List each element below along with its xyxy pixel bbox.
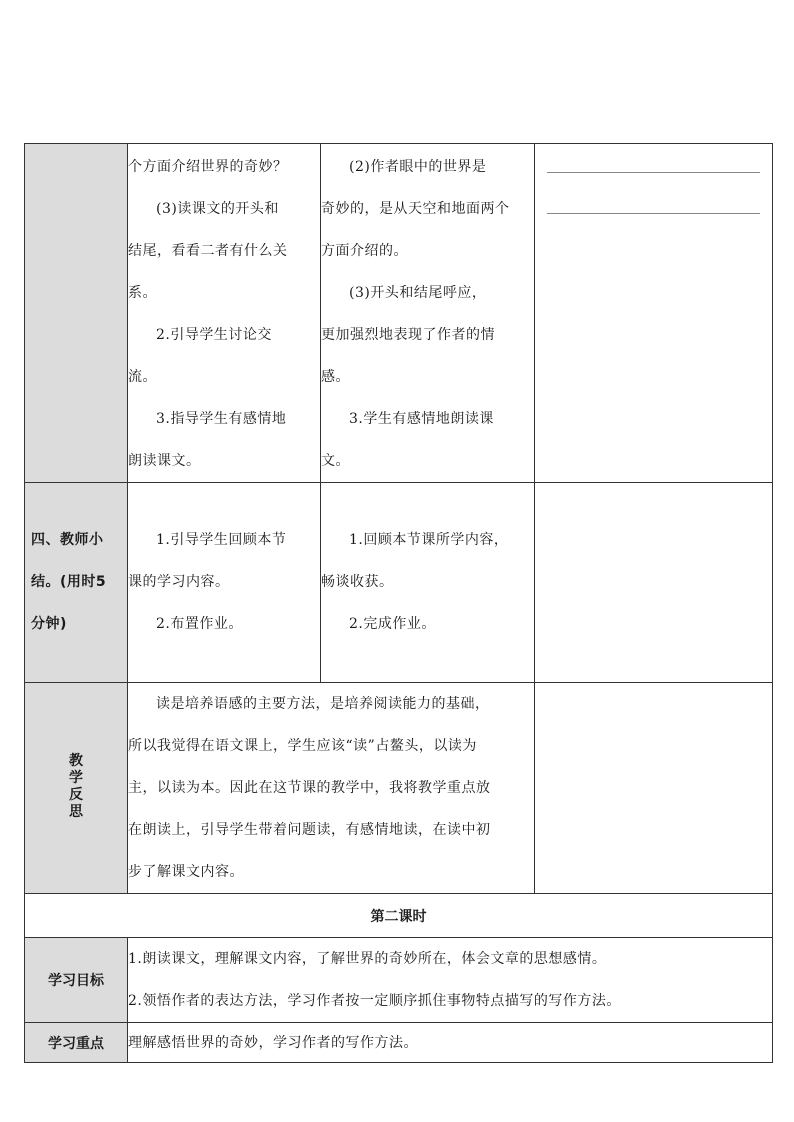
text-line: 朗读课文。 [128,453,201,469]
goals-content-cell [128,938,773,1023]
row-teaching-reflection [25,683,773,894]
text-line: 读是培养语感的主要方法，是培养阅读能力的基础， [156,696,490,712]
row3-notes-cell [535,683,773,894]
section-label-line: 分钟) [31,616,67,632]
reflection-label-char: 教 [69,753,83,769]
row2-notes-cell [535,483,773,683]
text-line: 3.指导学生有感情地 [156,411,287,427]
text-line: 主，以读为本。因此在这节课的教学中，我将教学重点放 [128,780,491,796]
text-line: 文。 [321,453,350,469]
text-line: 奇妙的，是从天空和地面两个 [321,201,510,217]
row2-label-cell [25,483,128,683]
text-line: 在朗读上，引导学生带着问题读，有感情地读，在读中初 [128,822,491,838]
row1-label-cell [25,144,128,483]
text-line: 3.学生有感情地朗读课 [349,411,494,427]
text-line: 感。 [321,369,350,385]
text-line: 个方面介绍世界的奇妙？ [128,159,288,175]
row2-student-cell [321,483,535,683]
row1-notes-cell [535,144,773,483]
text-line: 畅谈收获。 [321,574,394,590]
row3-label-cell [25,683,128,894]
text-line: 2.引导学生讨论交 [156,327,272,343]
row-teacher-summary [25,483,773,683]
row-continued-activities [25,144,773,483]
goals-label: 学习目标 [48,973,104,989]
row-learning-focus [25,1023,773,1063]
text-line: 2.领悟作者的表达方法，学习作者按一定顺序抓住事物特点描写的写作方法。 [128,993,621,1009]
row-learning-goals [25,938,773,1023]
text-line: 所以我觉得在语文课上，学生应该“读”占鳌头，以读为 [128,738,477,754]
lesson-plan-table [24,143,773,1063]
reflection-label-char: 反 [69,787,83,803]
text-line: 流。 [128,369,157,385]
text-line: 方面介绍的。 [321,243,408,259]
section-title: 第二课时 [370,908,427,925]
section-label-line: 四、教师小 [31,532,104,548]
text-line: 课的学习内容。 [128,574,230,590]
row1-teacher-cell [128,144,321,483]
text-line: 2.布置作业。 [156,616,243,632]
text-line: (3)开头和结尾呼应， [349,285,487,301]
second-lesson-title-cell [25,894,773,938]
row2-teacher-cell [128,483,321,683]
reflection-label-char: 学 [69,770,83,786]
blank-line [547,213,760,214]
focus-content-cell [128,1023,773,1063]
text-line: (3)读课文的开头和 [156,201,279,217]
row-second-lesson-title [25,894,773,938]
row1-student-cell [321,144,535,483]
reflection-label-char: 思 [69,804,83,820]
text-line: 结尾，看看二者有什么关 [128,243,288,259]
text-line: 步了解课文内容。 [128,864,244,880]
text-line: 理解感悟世界的奇妙，学习作者的写作方法。 [128,1034,418,1051]
focus-label: 学习重点 [48,1035,104,1052]
text-line: 1.朗读课文，理解课文内容，了解世界的奇妙所在，体会文章的思想感情。 [128,951,607,967]
text-line: (2)作者眼中的世界是 [349,159,487,175]
text-line: 更加强烈地表现了作者的情 [321,327,495,343]
section-label-line: 结。(用时5 [31,574,107,590]
row3-reflection-cell [128,683,535,894]
text-line: 系。 [128,285,157,301]
text-line: 1.引导学生回顾本节 [156,532,287,548]
goals-label-cell [25,938,128,1023]
text-line: 1.回顾本节课所学内容， [349,532,509,548]
text-line: 2.完成作业。 [349,616,436,632]
focus-label-cell [25,1023,128,1063]
